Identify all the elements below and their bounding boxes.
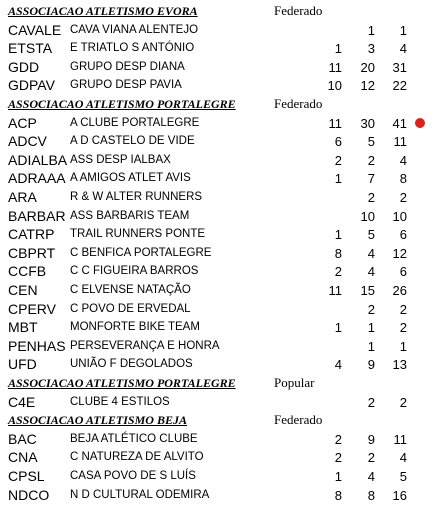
club-name: C POVO DE ERVEDAL	[70, 302, 191, 315]
table-row	[0, 76, 438, 95]
count-1: 1	[334, 320, 342, 336]
club-name: CLUBE 4 ESTILOS	[70, 395, 170, 408]
table-row	[0, 448, 438, 467]
table-row	[0, 337, 438, 356]
count-total: 11	[393, 134, 407, 150]
table-row	[0, 244, 438, 263]
club-code: C4E	[8, 393, 36, 410]
category-label: Federado	[274, 96, 323, 111]
table-row	[0, 151, 438, 170]
count-total: 13	[392, 357, 407, 373]
count-1: 8	[334, 245, 342, 261]
table-row	[0, 467, 438, 486]
count-total: 2	[399, 394, 407, 410]
club-name: E TRIATLO S ANTÓNIO	[70, 42, 195, 55]
club-name: R & W ALTER RUNNERS	[70, 191, 203, 203]
count-2: 15	[360, 283, 375, 298]
category-label: Federado	[274, 3, 323, 18]
category-label: Federado	[274, 412, 323, 428]
count-total: 4	[399, 152, 407, 168]
count-1: 1	[334, 227, 342, 243]
club-code: UFD	[8, 356, 37, 373]
table-row	[0, 486, 438, 505]
club-name: C NATUREZA DE ALVITO	[70, 451, 204, 464]
count-total: 4	[399, 450, 407, 466]
count-1: 1	[334, 469, 342, 484]
count-1: 2	[334, 431, 342, 447]
count-total: 2	[399, 320, 407, 336]
count-2: 9	[367, 357, 375, 373]
count-2: 12	[360, 78, 375, 94]
count-2: 1	[367, 338, 375, 354]
count-total: 5	[399, 469, 407, 484]
club-name: C ELVENSE NATAÇÃO	[70, 284, 191, 296]
table-row	[0, 281, 438, 300]
section-header	[0, 411, 438, 430]
count-2: 4	[367, 469, 375, 484]
table-row	[0, 207, 438, 226]
count-1: 4	[334, 357, 342, 373]
count-2: 2	[367, 450, 375, 466]
count-1: 11	[328, 59, 342, 75]
association-name: ASSOCIACAO ATLETISMO EVORA	[8, 4, 198, 18]
count-2: 5	[367, 134, 375, 150]
count-1: 2	[334, 450, 342, 466]
count-2: 1	[367, 320, 375, 336]
club-name: GRUPO DESP DIANA	[70, 60, 185, 73]
club-code: CAVALE	[8, 21, 62, 38]
club-name: C C FIGUEIRA BARROS	[70, 265, 199, 278]
count-total: 1	[399, 22, 407, 38]
club-code: NDCO	[8, 486, 50, 503]
category-label: Popular	[274, 375, 315, 390]
count-2: 10	[360, 208, 375, 224]
club-code: ADIALBA	[8, 151, 68, 168]
club-name: CASA POVO DE S LUÍS	[70, 470, 196, 482]
table-row	[0, 21, 438, 40]
count-1: 6	[334, 134, 342, 150]
table-row	[0, 300, 438, 319]
count-2: 3	[367, 41, 375, 57]
table-row	[0, 39, 438, 58]
table-row	[0, 355, 438, 374]
count-2: 30	[360, 115, 375, 131]
count-total: 6	[399, 227, 407, 243]
section-header	[0, 95, 438, 114]
count-2: 9	[367, 431, 375, 447]
count-1: 1	[334, 171, 342, 187]
count-total: 10	[392, 208, 407, 224]
count-1: 2	[334, 264, 342, 280]
count-total: 2	[399, 301, 407, 317]
count-total: 16	[392, 487, 407, 503]
section-header	[0, 2, 438, 21]
club-name: PERSEVERANÇA E HONRA	[70, 339, 220, 352]
club-code: GDD	[8, 58, 40, 75]
association-name: ASSOCIACAO ATLETISMO PORTALEGRE	[8, 376, 236, 390]
club-code: CBPRT	[8, 244, 56, 261]
club-code: ADCV	[8, 133, 47, 150]
club-code: PENHAS	[8, 337, 66, 354]
count-2: 4	[367, 245, 375, 261]
table-row	[0, 430, 438, 449]
count-1: 8	[334, 487, 342, 503]
club-code: BARBAR	[8, 207, 66, 224]
count-total: 2	[399, 190, 407, 205]
count-1: 2	[334, 152, 342, 168]
count-total: 6	[399, 264, 407, 280]
count-total: 4	[399, 41, 407, 57]
count-1: 1	[334, 41, 342, 57]
count-total: 12	[392, 245, 407, 261]
club-name: ASS DESP IALBAX	[70, 153, 171, 166]
table-row	[0, 393, 438, 412]
club-name: GRUPO DESP PAVIA	[70, 79, 182, 92]
club-code: ACP	[8, 114, 37, 131]
club-code: ADRAAA	[8, 170, 66, 187]
table-row	[0, 114, 438, 133]
count-2: 7	[367, 171, 375, 187]
club-name: ASS BARBARIS TEAM	[70, 209, 190, 222]
table-row	[0, 58, 438, 77]
count-1: 11	[328, 115, 342, 131]
count-total: 22	[392, 78, 407, 94]
count-1: 11	[328, 283, 342, 298]
count-2: 8	[367, 487, 375, 503]
club-code: ETSTA	[8, 40, 53, 57]
count-total: 1	[399, 338, 407, 354]
section-header	[0, 374, 438, 393]
count-total: 11	[393, 431, 407, 447]
club-name: A D CASTELO DE VIDE	[70, 135, 195, 148]
count-2: 1	[367, 22, 375, 38]
count-2: 20	[360, 59, 375, 75]
count-2: 2	[367, 394, 375, 410]
count-2: 2	[367, 152, 375, 168]
count-2: 4	[367, 264, 375, 280]
count-total: 31	[392, 59, 407, 75]
association-name: ASSOCIACAO ATLETISMO PORTALEGRE	[8, 97, 236, 111]
club-code: CNA	[8, 449, 38, 466]
club-code: CPSL	[8, 468, 45, 484]
club-code: ARA	[8, 189, 37, 205]
club-code: CPERV	[8, 300, 56, 317]
club-code: CEN	[8, 282, 38, 298]
club-code: CCFB	[8, 263, 47, 280]
table-row	[0, 169, 438, 188]
club-code: CATRP	[8, 226, 55, 243]
club-name: A AMIGOS ATLET AVIS	[70, 172, 191, 185]
club-code: MBT	[8, 319, 38, 336]
club-name: TRAIL RUNNERS PONTE	[70, 228, 206, 241]
count-1: 10	[327, 78, 342, 94]
club-name: UNIÃO F DEGOLADOS	[70, 358, 193, 371]
count-2: 2	[367, 301, 375, 317]
club-name: A CLUBE PORTALEGRE	[70, 116, 200, 129]
table-row	[0, 132, 438, 151]
club-name: C BENFICA PORTALEGRE	[70, 246, 212, 259]
highlight-dot-icon	[415, 118, 425, 128]
club-name: BEJA ATLÉTICO CLUBE	[70, 432, 198, 445]
count-2: 5	[367, 227, 375, 243]
count-total: 26	[392, 283, 407, 298]
association-name: ASSOCIACAO ATLETISMO BEJA	[8, 413, 187, 428]
count-2: 2	[367, 190, 375, 205]
club-name: CAVA VIANA ALENTEJO	[70, 23, 199, 36]
club-name: N D CULTURAL ODEMIRA	[70, 488, 210, 501]
club-name: MONFORTE BIKE TEAM	[70, 321, 200, 334]
count-total: 41	[392, 115, 407, 131]
table-row	[0, 262, 438, 281]
table-row	[0, 225, 438, 244]
table-row	[0, 318, 438, 337]
club-code: BAC	[8, 430, 37, 447]
club-code: GDPAV	[8, 77, 55, 94]
count-total: 8	[399, 171, 407, 187]
table-row	[0, 188, 438, 207]
